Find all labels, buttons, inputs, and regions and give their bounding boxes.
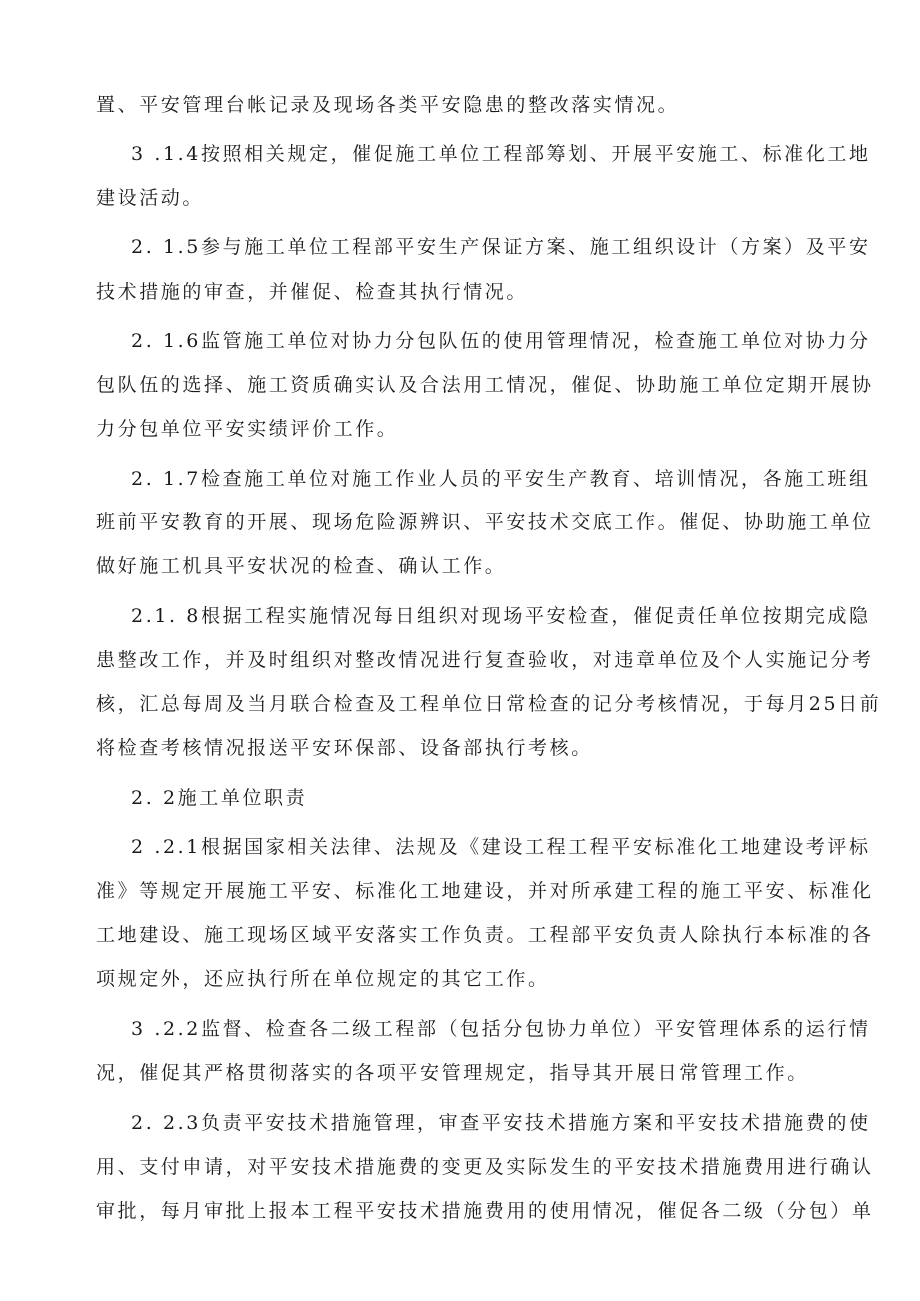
text-line: 3 .2.2监督、检查各二级工程部（包括分包协力单位）平安管理体系的运行情 [131, 1018, 871, 1040]
text-line: 3 .1.4按照相关规定，催促施工单位工程部筹划、开展平安施工、标准化工地 [131, 143, 871, 165]
text-line: 2. 1.5参与施工单位工程部平安生产保证方案、施工组织设计（方案）及平安 [131, 236, 871, 258]
text-line: 核，汇总每周及当月联合检查及工程单位日常检查的记分考核情况，于每月25日前 [96, 693, 882, 715]
text-line: 工地建设、施工现场区域平安落实工作负责。工程部平安负责人除执行本标准的各 [96, 924, 874, 946]
text-line: 用、支付申请，对平安技术措施费的变更及实际发生的平安技术措施费用进行确认 [96, 1156, 874, 1178]
text-line: 将检查考核情况报送平安环保部、设备部执行考核。 [96, 737, 593, 759]
text-line: 2. 2.3负责平安技术措施管理，审查平安技术措施方案和平安技术措施费的使 [131, 1112, 871, 1134]
text-line: 审批，每月审批上报本工程平安技术措施费用的使用情况，催促各二级（分包）单 [96, 1200, 874, 1222]
text-line: 置、平安管理台帐记录及现场各类平安隐患的整改落实情况。 [96, 94, 680, 116]
text-line: 2. 1.7检查施工单位对施工作业人员的平安生产教育、培训情况，各施工班组 [131, 468, 871, 490]
text-line: 力分包单位平安实绩评价工作。 [96, 418, 399, 440]
text-line: 2. 1.6监管施工单位对协力分包队伍的使用管理情况，检查施工单位对协力分 [131, 330, 871, 352]
text-line: 做好施工机具平安状况的检查、确认工作。 [96, 555, 507, 577]
text-line: 准》等规定开展施工平安、标准化工地建设，并对所承建工程的施工平安、标准化 [96, 880, 874, 902]
text-line: 建设活动。 [96, 187, 205, 209]
text-line: 班前平安教育的开展、现场危险源辨识、平安技术交底工作。催促、协助施工单位 [96, 511, 874, 533]
text-line: 2 .2.1根据国家相关法律、法规及《建设工程工程平安标准化工地建设考评标 [131, 836, 871, 858]
section-heading: 2. 2施工单位职责 [131, 787, 308, 809]
text-line: 技术措施的审查，并催促、检查其执行情况。 [96, 281, 529, 303]
text-line: 况，催促其严格贯彻落实的各项平安管理规定，指导其开展日常管理工作。 [96, 1062, 809, 1084]
text-line: 2.1. 8根据工程实施情况每日组织对现场平安检查，催促责任单位按期完成隐 [131, 605, 871, 627]
text-line: 项规定外，还应执行所在单位规定的其它工作。 [96, 968, 550, 990]
text-line: 患整改工作，并及时组织对整改情况进行复查验收，对违章单位及个人实施记分考 [96, 649, 874, 671]
text-line: 包队伍的选择、施工资质确实认及合法用工情况，催促、协助施工单位定期开展协 [96, 374, 874, 396]
